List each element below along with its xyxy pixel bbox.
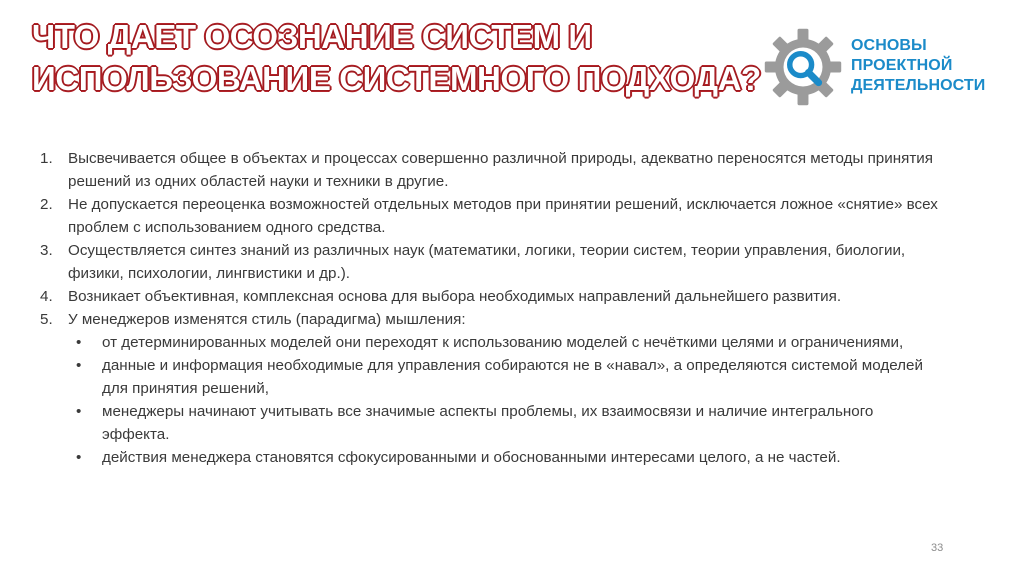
list-item-number: 3.	[40, 242, 53, 259]
list-item-text: Высвечивается общее в объектах и процессах совершенно различной природы, адекватно переносятся методы принятия решений из одних областей науки и техники в другие.	[68, 150, 934, 190]
list-item	[40, 239, 940, 285]
list-item-number: 2.	[40, 196, 53, 213]
list-item	[40, 147, 940, 193]
list-item-number: 1.	[40, 150, 53, 167]
bullet-item	[40, 446, 940, 469]
page-number: 33	[931, 542, 944, 554]
list-item-text: Осуществляется синтез знаний из различных наук (математики, логики, теории систем, теории управления, биологии, физики, психологии, лингвистики и др.).	[68, 242, 906, 282]
logo-text-line-2: ПРОЕКТНОЙ	[851, 57, 953, 74]
numbered-list	[40, 147, 940, 469]
list-item-number: 4.	[40, 288, 53, 305]
bullet-item-text: действия менеджера становятся сфокусированными и обоснованными интересами целого, а не частей.	[102, 449, 841, 466]
bullet-icon: •	[76, 334, 82, 351]
list-item-text: У менеджеров изменятся стиль (парадигма) мышления:	[68, 311, 466, 328]
list-item-text: Не допускается переоценка возможностей отдельных методов при принятии решений, исключается ложное «снятие» всех проблем с использованием одного средства.	[68, 196, 938, 236]
slide-title-line-2: ИСПОЛЬЗОВАНИЕ СИСТЕМНОГО ПОДХОДА?	[32, 60, 761, 97]
bullet-item-text: данные и информация необходимые для управления собираются не в «навал», а определяются системой моделей для принятия решений,	[102, 357, 923, 397]
list-item	[40, 308, 940, 331]
bullet-item	[40, 400, 940, 446]
logo-text-line-3: ДЕЯТЕЛЬНОСТИ	[851, 77, 986, 94]
logo-text-line-1: ОСНОВЫ	[851, 37, 927, 54]
bullet-icon: •	[76, 357, 82, 374]
list-item-text: Возникает объективная, комплексная основа для выбора необходимых направлений дальнейшего развития.	[68, 288, 842, 305]
slide-title-line-1: ЧТО ДАЕТ ОСОЗНАНИЕ СИСТЕМ И	[32, 18, 592, 55]
list-item-number: 5.	[40, 311, 53, 328]
bullet-icon: •	[76, 449, 82, 466]
list-item	[40, 285, 940, 308]
list-item	[40, 193, 940, 239]
logo	[764, 28, 1014, 108]
bullet-icon: •	[76, 403, 82, 420]
slide-title	[32, 16, 761, 100]
gear-magnifier-icon	[764, 28, 842, 106]
bullet-item	[40, 354, 940, 400]
bullet-item-text: от детерминированных моделей они переходят к использованию моделей с нечёткими целями и ограничениями,	[102, 334, 904, 351]
bullet-item	[40, 331, 940, 354]
bullet-item-text: менеджеры начинают учитывать все значимые аспекты проблемы, их взаимосвязи и наличие интегрального эффекта.	[102, 403, 874, 443]
logo-text	[851, 36, 985, 96]
